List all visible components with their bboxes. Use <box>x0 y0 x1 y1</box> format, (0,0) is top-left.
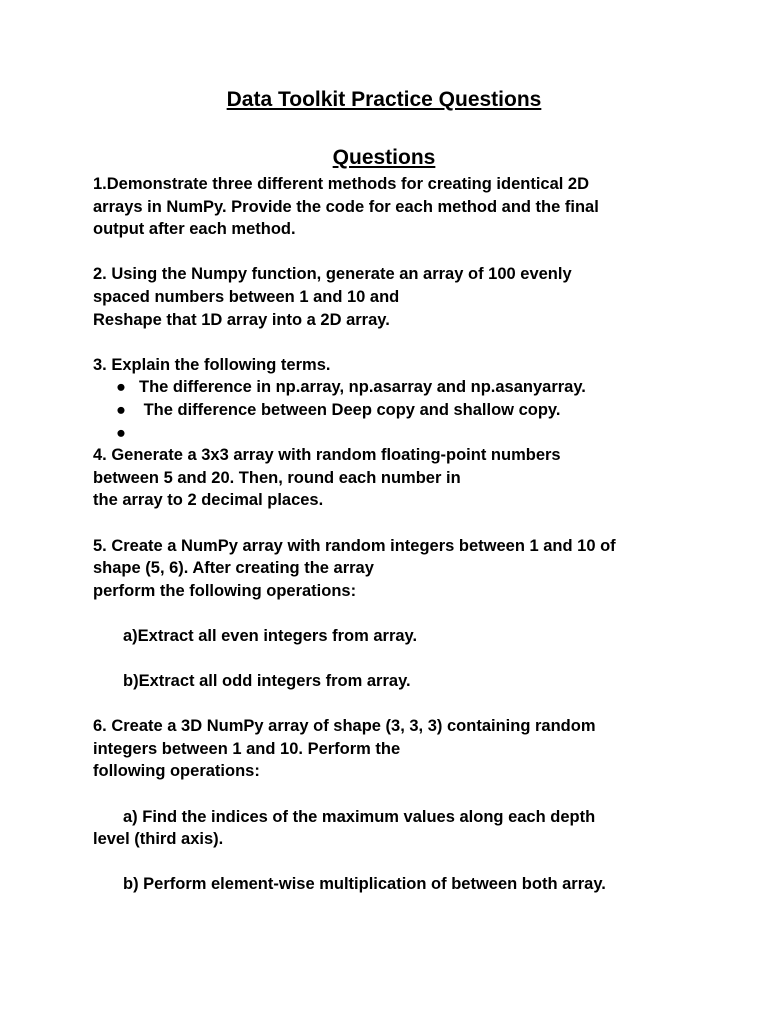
spacer <box>93 647 713 670</box>
question-2-line: 2. Using the Numpy function, generate an array of 100 evenly <box>93 265 572 284</box>
question-5-line: shape (5, 6). After creating the array <box>93 559 374 578</box>
spacer <box>93 693 713 716</box>
question-6-line: 6. Create a 3D NumPy array of shape (3, 3, 3) containing random <box>93 717 596 736</box>
question-6-line: following operations: <box>93 762 260 781</box>
bullet-icon: ● <box>116 423 126 442</box>
question-2-line: Reshape that 1D array into a 2D array. <box>93 310 390 329</box>
question-1-line: output after each method. <box>93 220 296 239</box>
spacer <box>93 851 713 874</box>
question-3-bullet <box>93 376 713 399</box>
spacer <box>93 602 713 625</box>
bullet-text: The difference in np.array, np.asarray and np.asanyarray. <box>139 378 586 397</box>
question-6-part-b: b) Perform element-wise multiplication of between both array. <box>123 875 606 894</box>
question-4-line: the array to 2 decimal places. <box>93 491 324 510</box>
question-3-bullet <box>93 399 713 422</box>
spacer <box>93 512 713 535</box>
bullet-icon: ● <box>116 378 126 397</box>
bullet-icon: ● <box>116 400 126 419</box>
question-5-part-b: b)Extract all odd integers from array. <box>123 672 411 691</box>
question-5-line: perform the following operations: <box>93 581 357 600</box>
question-6-part-a-continued: level (third axis). <box>93 830 224 849</box>
question-3 <box>93 354 713 444</box>
question-4 <box>93 444 713 512</box>
questions-body <box>93 173 713 896</box>
question-5 <box>93 535 713 693</box>
question-6-line: integers between 1 and 10. Perform the <box>93 739 401 758</box>
questions-heading: Questions <box>332 146 436 169</box>
document-title: Data Toolkit Practice Questions <box>226 88 542 111</box>
bullet-text: The difference between Deep copy and shallow copy. <box>139 400 561 419</box>
question-2 <box>93 263 713 331</box>
question-3-bullet <box>93 422 713 445</box>
spacer <box>93 241 713 264</box>
question-5-line: 5. Create a NumPy array with random integers between 1 and 10 of <box>93 536 616 555</box>
spacer <box>93 331 713 354</box>
question-4-line: between 5 and 20. Then, round each number in <box>93 468 461 487</box>
question-6 <box>93 715 713 896</box>
spacer <box>93 783 713 806</box>
question-1-line: 1.Demonstrate three different methods for creating identical 2D <box>93 175 590 193</box>
question-6-part-a: a) Find the indices of the maximum values along each depth <box>123 807 596 826</box>
question-3-line: 3. Explain the following terms. <box>93 355 331 374</box>
question-1 <box>93 173 713 241</box>
question-5-part-a: a)Extract all even integers from array. <box>123 626 418 645</box>
question-2-line: spaced numbers between 1 and 10 and <box>93 287 400 306</box>
question-1-line: arrays in NumPy. Provide the code for each method and the final <box>93 197 599 216</box>
question-4-line: 4. Generate a 3x3 array with random floating-point numbers <box>93 446 561 465</box>
